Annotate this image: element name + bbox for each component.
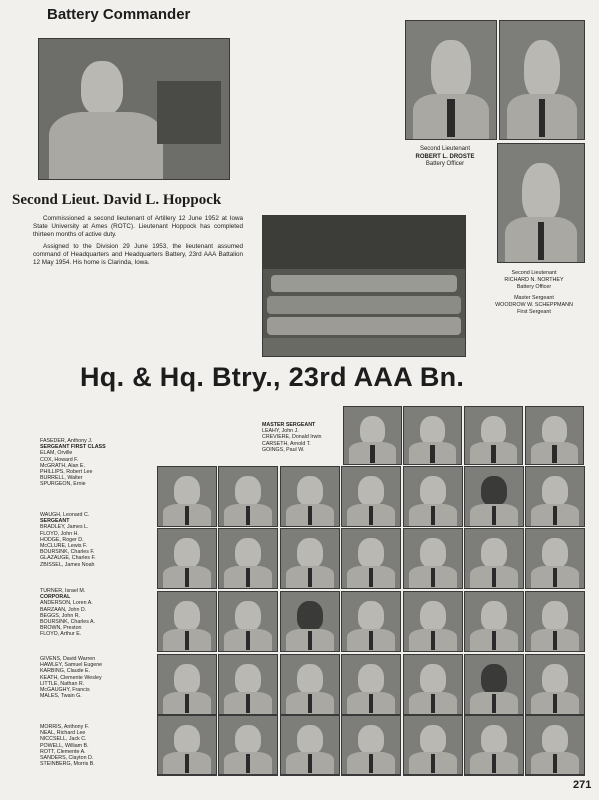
rank-heading: SERGEANT bbox=[40, 518, 70, 525]
roster-name: POWELL, William B. bbox=[40, 742, 89, 749]
portrait-photo bbox=[218, 654, 278, 715]
roster-name: BEGGS, John R. bbox=[40, 612, 81, 619]
rank-heading: SERGEANT FIRST CLASS bbox=[40, 444, 106, 451]
officer-photo-droste-2 bbox=[499, 20, 585, 140]
roster-name: GLAZAUGE, Charles F. bbox=[40, 555, 96, 562]
roster-name: FLOYD, Arthur E. bbox=[40, 631, 82, 638]
portrait-photo bbox=[341, 715, 401, 775]
roster-name: LITTLE, Nathan R. bbox=[40, 680, 85, 687]
portrait-photo bbox=[157, 654, 217, 715]
roster-name: STEINBERG, Morris B. bbox=[40, 761, 95, 768]
portrait-photo bbox=[403, 406, 462, 465]
droste-caption: Second Lieutenant ROBERT L. DROSTE Battery Officer bbox=[415, 146, 475, 167]
commander-name: Second Lieut. David L. Hoppock bbox=[12, 192, 222, 208]
portrait-photo bbox=[464, 654, 524, 715]
roster-name: FLOYD, John H. bbox=[40, 530, 79, 537]
roster-name: CREVIERE, Donald Irwin bbox=[262, 434, 322, 441]
portrait-photo bbox=[464, 466, 524, 527]
roster-name: LEAHY, John J. bbox=[262, 428, 299, 435]
officer-photo-droste-1 bbox=[405, 20, 497, 140]
roster-name: HAWLEY, Samuel Eugene bbox=[40, 662, 103, 669]
roster-name: McCLURE, Lewis F. bbox=[40, 543, 88, 550]
portrait-photo bbox=[403, 715, 463, 775]
roster-name: SANDERS, Clayton D. bbox=[40, 755, 94, 762]
section-title: Battery Commander bbox=[47, 6, 191, 23]
northey-caption: Second Lieutenant RICHARD N. NORTHEY Battery Officer Master Sergeant WOODROW W. SCHEPPMANN First Sergeant bbox=[495, 270, 573, 315]
portrait-photo bbox=[343, 406, 402, 465]
portrait-photo bbox=[403, 591, 463, 652]
portrait-photo bbox=[218, 528, 278, 589]
master-sergeant-list bbox=[262, 422, 321, 453]
roster-name: NEAL, Richard Lee bbox=[40, 730, 86, 737]
portrait-photo bbox=[157, 466, 217, 527]
roster-name: BROWN, Preston bbox=[40, 625, 82, 632]
portrait-photo bbox=[403, 654, 463, 715]
portrait-photo bbox=[525, 528, 585, 589]
unit-title: Hq. & Hq. Btry., 23rd AAA Bn. bbox=[80, 362, 465, 392]
officer-photo-northey bbox=[497, 143, 585, 263]
roster-block-4 bbox=[40, 656, 102, 699]
portrait-photo bbox=[464, 715, 524, 775]
roster-block-5 bbox=[40, 724, 95, 767]
roster-name: FASEDER, Anthony J. bbox=[40, 438, 93, 444]
commander-bio-paragraph-1: Commissioned a second lieutenant of Artillery 12 June 1952 at Iowa State University at Ames (ROTC). Lieutenant Hoppock has completed thirteen months of active duty. bbox=[33, 215, 243, 239]
roster-name: SPURGEON, Ernie bbox=[40, 481, 86, 488]
roster-name: GOINGS, Paul W. bbox=[262, 446, 305, 453]
roster-name: HODGE, Roger D. bbox=[40, 536, 84, 543]
portrait-photo bbox=[525, 591, 585, 652]
roster-name: WAUGH, Leonard C. bbox=[40, 512, 90, 518]
portrait-photo bbox=[280, 528, 340, 589]
rank-heading: CORPORAL bbox=[40, 594, 71, 601]
roster-name: McGAUGHY, Francis bbox=[40, 687, 90, 694]
portrait-photo bbox=[525, 466, 585, 527]
portrait-photo bbox=[403, 466, 463, 527]
roster-name: BRADLEY, James L. bbox=[40, 524, 89, 531]
roster-name: BURRELL, Walter bbox=[40, 475, 83, 482]
portrait-photo bbox=[280, 591, 340, 652]
roster-block-1 bbox=[40, 438, 106, 488]
portrait-photo bbox=[341, 591, 401, 652]
portrait-photo bbox=[341, 528, 401, 589]
roster-name: KEATH, Clemente Wesley bbox=[40, 674, 102, 681]
roster-block-3 bbox=[40, 588, 95, 638]
portrait-photo bbox=[341, 466, 401, 527]
portrait-photo bbox=[218, 591, 278, 652]
portrait-photo bbox=[157, 591, 217, 652]
roster-name: MORRIS, Anthony F. bbox=[40, 724, 89, 730]
roster-name: KARBING, Claude E. bbox=[40, 668, 91, 675]
portrait-photo bbox=[218, 715, 278, 775]
portrait-photo bbox=[525, 406, 584, 465]
roster-name: BOURSINK, Charles F. bbox=[40, 549, 95, 556]
commander-bio-paragraph-2: Assigned to the Division 29 June 1953, the lieutenant assumed command of Headquarters and Headquarters Battery, 23rd AAA Battalion 12 May 1954. His home is Clarinda, Iowa. bbox=[33, 242, 243, 267]
portrait-photo bbox=[464, 591, 524, 652]
group-photo bbox=[262, 215, 466, 357]
portrait-photo bbox=[464, 528, 524, 589]
portrait-photo bbox=[464, 406, 523, 465]
portrait-photo bbox=[403, 528, 463, 589]
portrait-photo bbox=[280, 654, 340, 715]
portrait-photo bbox=[157, 528, 217, 589]
portrait-photo bbox=[218, 466, 278, 527]
portrait-photo bbox=[525, 715, 585, 775]
roster-name: ROTT, Clemente A. bbox=[40, 748, 86, 755]
roster-name: NICCSELL, Jack C. bbox=[40, 736, 87, 743]
portrait-photo bbox=[157, 715, 217, 775]
roster-name: TURNER, Israel M. bbox=[40, 588, 86, 594]
commander-bio bbox=[33, 215, 243, 267]
roster-name: CARSETH, Arnold T. bbox=[262, 440, 311, 447]
roster-name: PHILLIPS, Robert Lee bbox=[40, 469, 93, 476]
roster-name: MALES, Twain G. bbox=[40, 693, 82, 700]
roster-block-2 bbox=[40, 512, 96, 568]
commander-photo bbox=[38, 38, 230, 180]
roster-name: McGRATH, Alan E. bbox=[40, 462, 85, 469]
roster-name: ZBISSEL, James Noah bbox=[40, 561, 95, 568]
roster-name: ANDERSON, Loren A. bbox=[40, 600, 93, 607]
portrait-photo bbox=[280, 466, 340, 527]
roster-name: COX, Howard F. bbox=[40, 456, 79, 463]
roster-name: ELAM, Orville bbox=[40, 450, 73, 457]
roster-name: BARZAAN, John D. bbox=[40, 606, 87, 613]
roster-name: GIVENS, David Warren bbox=[40, 656, 96, 662]
page-number: 271 bbox=[573, 779, 592, 791]
roster-name: BOURSINK, Charles A. bbox=[40, 619, 96, 626]
portrait-photo bbox=[525, 654, 585, 715]
master-sergeant-heading: MASTER SERGEANT bbox=[262, 422, 316, 428]
portrait-photo bbox=[341, 654, 401, 715]
portrait-photo bbox=[280, 715, 340, 775]
